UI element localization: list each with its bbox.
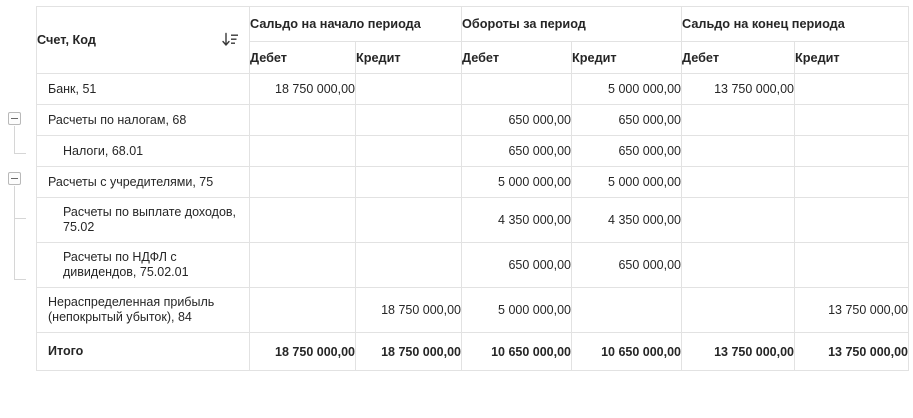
- cell-opening-credit: [356, 74, 462, 105]
- row-label: Банк, 51: [37, 74, 250, 105]
- table-row[interactable]: [37, 136, 909, 167]
- table-row[interactable]: [37, 167, 909, 198]
- cell-opening-debit: [250, 136, 356, 167]
- column-header-closing-balance: Сальдо на конец периода: [682, 7, 909, 42]
- total-opening-debit: 18 750 000,00: [250, 333, 356, 371]
- column-header-turnover-credit: Кредит: [572, 42, 682, 74]
- total-closing-debit: 13 750 000,00: [682, 333, 795, 371]
- cell-opening-debit: [250, 105, 356, 136]
- collapse-toggle-68[interactable]: [8, 112, 21, 125]
- tree-gutter: [0, 0, 36, 418]
- cell-turnover-debit: 5 000 000,00: [462, 167, 572, 198]
- column-header-account-label: Счет, Код: [37, 33, 96, 47]
- cell-turnover-credit: 650 000,00: [572, 136, 682, 167]
- cell-turnover-debit: 650 000,00: [462, 136, 572, 167]
- table-row[interactable]: [37, 288, 909, 333]
- tree-line: [14, 153, 26, 154]
- table-row[interactable]: [37, 74, 909, 105]
- cell-opening-credit: [356, 167, 462, 198]
- column-header-turnover: Обороты за период: [462, 7, 682, 42]
- cell-turnover-credit: 5 000 000,00: [572, 167, 682, 198]
- cell-turnover-debit: 650 000,00: [462, 243, 572, 288]
- table-row[interactable]: [37, 198, 909, 243]
- cell-turnover-credit: 5 000 000,00: [572, 74, 682, 105]
- table-header-groups: [37, 7, 909, 42]
- table-row[interactable]: [37, 243, 909, 288]
- cell-turnover-debit: 4 350 000,00: [462, 198, 572, 243]
- cell-opening-debit: [250, 288, 356, 333]
- cell-turnover-credit: 650 000,00: [572, 105, 682, 136]
- cell-closing-credit: 13 750 000,00: [795, 288, 909, 333]
- row-label: Расчеты по НДФЛ с дивидендов, 75.02.01: [37, 243, 250, 288]
- cell-opening-debit: [250, 198, 356, 243]
- cell-opening-credit: [356, 136, 462, 167]
- column-header-account[interactable]: [37, 7, 250, 74]
- tree-line: [14, 186, 15, 280]
- total-closing-credit: 13 750 000,00: [795, 333, 909, 371]
- cell-opening-credit: [356, 243, 462, 288]
- column-header-turnover-debit: Дебет: [462, 42, 572, 74]
- total-turnover-credit: 10 650 000,00: [572, 333, 682, 371]
- row-label: Расчеты с учредителями, 75: [37, 167, 250, 198]
- cell-turnover-credit: 4 350 000,00: [572, 198, 682, 243]
- cell-closing-debit: [682, 105, 795, 136]
- cell-turnover-debit: 650 000,00: [462, 105, 572, 136]
- table-total-row: [37, 333, 909, 371]
- cell-opening-credit: [356, 198, 462, 243]
- cell-turnover-credit: 650 000,00: [572, 243, 682, 288]
- row-label: Расчеты по налогам, 68: [37, 105, 250, 136]
- table-row[interactable]: [37, 105, 909, 136]
- cell-opening-credit: [356, 105, 462, 136]
- cell-turnover-debit: 5 000 000,00: [462, 288, 572, 333]
- column-header-opening-credit: Кредит: [356, 42, 462, 74]
- row-label: Нераспределенная прибыль (непокрытый убыток), 84: [37, 288, 250, 333]
- cell-closing-credit: [795, 167, 909, 198]
- row-label: Налоги, 68.01: [37, 136, 250, 167]
- cell-closing-credit: [795, 136, 909, 167]
- cell-closing-credit: [795, 243, 909, 288]
- tree-line: [14, 218, 26, 219]
- cell-closing-credit: [795, 198, 909, 243]
- column-header-opening-balance: Сальдо на начало периода: [250, 7, 462, 42]
- total-opening-credit: 18 750 000,00: [356, 333, 462, 371]
- tree-line: [14, 126, 15, 154]
- cell-opening-credit: 18 750 000,00: [356, 288, 462, 333]
- column-header-opening-debit: Дебет: [250, 42, 356, 74]
- cell-turnover-credit: [572, 288, 682, 333]
- cell-turnover-debit: [462, 74, 572, 105]
- cell-closing-debit: [682, 243, 795, 288]
- cell-closing-debit: [682, 288, 795, 333]
- cell-closing-debit: 13 750 000,00: [682, 74, 795, 105]
- column-header-closing-credit: Кредит: [795, 42, 909, 74]
- cell-closing-debit: [682, 167, 795, 198]
- cell-opening-debit: 18 750 000,00: [250, 74, 356, 105]
- cell-closing-credit: [795, 105, 909, 136]
- cell-opening-debit: [250, 167, 356, 198]
- row-label: Расчеты по выплате доходов, 75.02: [37, 198, 250, 243]
- tree-line: [14, 279, 26, 280]
- cell-closing-debit: [682, 136, 795, 167]
- cell-closing-credit: [795, 74, 909, 105]
- cell-opening-debit: [250, 243, 356, 288]
- cell-closing-debit: [682, 198, 795, 243]
- column-header-closing-debit: Дебет: [682, 42, 795, 74]
- collapse-toggle-75[interactable]: [8, 172, 21, 185]
- turnover-balance-table: [36, 6, 909, 371]
- sort-descending-icon[interactable]: [221, 33, 239, 48]
- total-turnover-debit: 10 650 000,00: [462, 333, 572, 371]
- total-label: Итого: [37, 333, 250, 371]
